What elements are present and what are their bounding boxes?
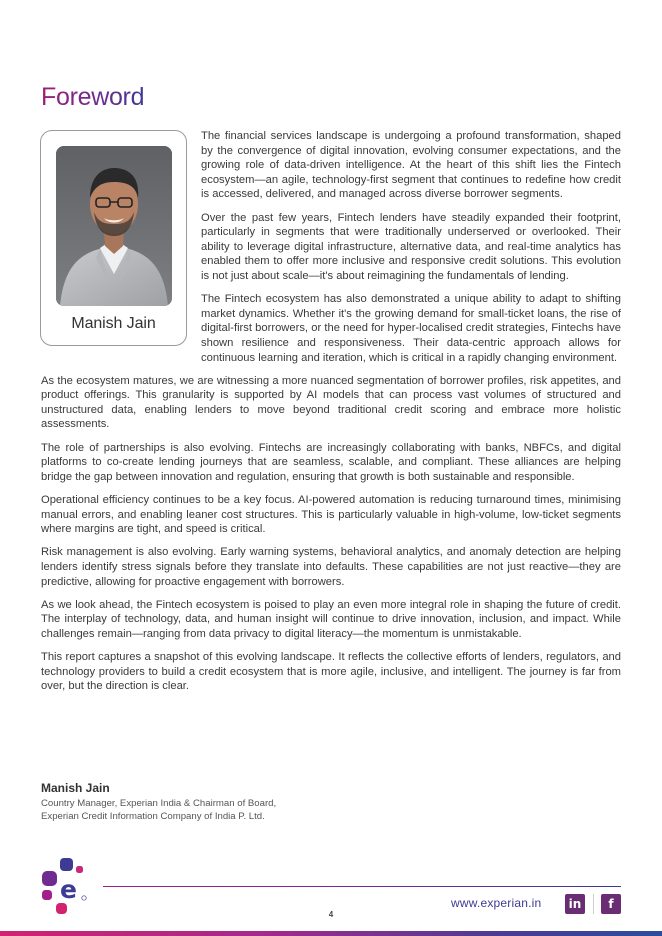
- page-number: 4: [328, 910, 334, 919]
- signature-company: Experian Credit Information Company of India P. Ltd.: [41, 811, 265, 822]
- signature-name: Manish Jain: [41, 781, 110, 795]
- footer-divider: [103, 886, 621, 887]
- linkedin-icon[interactable]: in: [565, 894, 585, 914]
- page-title: Foreword: [41, 82, 145, 111]
- paragraph: Risk management is also evolving. Early warning systems, behavioral analytics, and anomaly detection are helping lenders identify stress signals before they translate into defaults. These capabilities are not just reactive—they are predictive, allowing for proactive engagement with borrowers.: [41, 546, 621, 588]
- paragraph: Operational efficiency continues to be a key focus. AI-powered automation is reducing turnaround times, minimising manual errors, and enabling leaner cost structures. This is particularly valuable in high-volume, low-ticket segments where margins are tight, and speed is critical.: [41, 494, 621, 536]
- svg-text:e: e: [60, 875, 77, 904]
- experian-logo-icon: [40, 858, 88, 916]
- float-spacer: [41, 129, 201, 353]
- paragraph: As the ecosystem matures, we are witnessing a more nuanced segmentation of borrower profiles, risk appetites, and product offerings. This granularity is supported by AI models that can process vast volumes of structured and unstructured data, enabling lenders to move beyond traditional credit scoring and embrace more holistic assessments.: [41, 374, 621, 431]
- paragraph: As we look ahead, the Fintech ecosystem is poised to play an even more integral role in shaping the future of credit. The interplay of technology, data, and human insight will continue to drive innovation, inclusion, and impact. While challenges remain—ranging from data privacy to digital literacy—the momentum is unmistakable.: [41, 598, 621, 640]
- facebook-icon[interactable]: f: [601, 894, 621, 914]
- paragraph: The role of partnerships is also evolving. Fintechs are increasingly collaborating with banks, NBFCs, and digital platforms to co-create lending journeys that are seamless, scalable, and compliant. These alliances are helping bridge the gap between innovation and regulation, ensuring that growth is both sustainable and responsible.: [41, 441, 621, 483]
- paragraph: The Fintech ecosystem has also demonstrated a unique ability to adapt to shifting market dynamics. Whether it's the growing demand for small-ticket loans, the rise of digital-first borrowers, or the need for hyper-localised credit strategies, Fintechs have shown resilience and responsiveness. Their data-centric approach allows for continuous learning and iteration, which is critical in a rapidly changing environment.: [201, 293, 621, 364]
- signature-title: Country Manager, Experian India & Chairman of Board,: [41, 798, 277, 809]
- bottom-gradient-bar: [0, 931, 662, 936]
- foreword-body: [41, 129, 621, 703]
- paragraph: This report captures a snapshot of this evolving landscape. It reflects the collective efforts of lenders, regulators, and technology providers to build a credit ecosystem that is more agile, inclusive, and intelligent. The journey is far from over, but the direction is clear.: [41, 651, 621, 693]
- paragraph: Over the past few years, Fintech lenders have steadily expanded their footprint, particularly in segments that were traditionally underserved or overlooked. Their ability to leverage digital infrastructure, alternative data, and real-time analytics has enabled them to offer more inclusive and responsive credit solutions. This evolution is not just about scale—it's about reimagining the fundamentals of lending.: [201, 211, 621, 282]
- website-link[interactable]: www.experian.in: [451, 896, 542, 910]
- profile-name: Manish Jain: [71, 315, 156, 332]
- paragraph: The financial services landscape is undergoing a profound transformation, shaped by the convergence of digital innovation, evolving consumer expectations, and the growing role of data-driven intelligence. At the heart of this shift lies the Fintech ecosystem—an agile, technology-first segment that continues to redefine how credit is accessed, delivered, and managed across diverse borrower segments.: [201, 130, 621, 201]
